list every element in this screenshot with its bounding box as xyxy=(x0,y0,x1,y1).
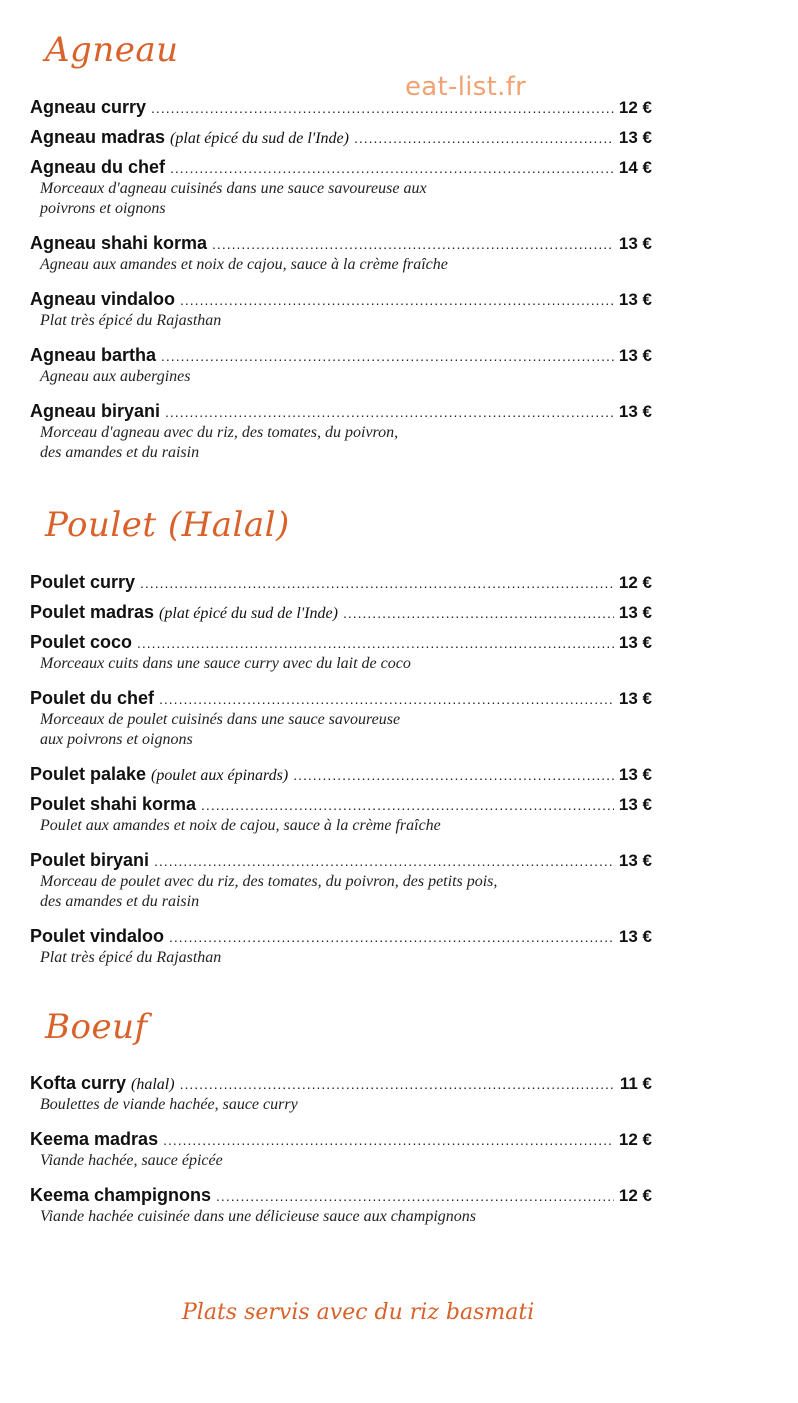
dish-name: Keema madras xyxy=(30,1129,159,1149)
menu-item-row xyxy=(30,1185,652,1209)
dish-name: Poulet biryani xyxy=(30,850,150,870)
dot-leader xyxy=(169,929,614,945)
menu-item xyxy=(30,632,652,674)
menu-item-row xyxy=(30,157,652,181)
dot-leader xyxy=(163,1132,614,1148)
section-boeuf xyxy=(30,1073,652,1241)
menu-item-row xyxy=(30,127,652,151)
dot-leader xyxy=(180,1076,615,1092)
dot-leader xyxy=(140,575,614,591)
menu-item xyxy=(30,97,652,121)
dish-description: Agneau aux amandes et noix de cajou, sauce à la crème fraîche xyxy=(40,256,448,273)
dot-leader xyxy=(159,691,614,707)
dish-qualifier: (poulet aux épinards) xyxy=(151,767,289,784)
section-agneau xyxy=(30,97,652,477)
dish-price: 13 € xyxy=(618,795,652,814)
dish-price: 13 € xyxy=(618,346,652,365)
menu-item xyxy=(30,926,652,968)
dot-leader xyxy=(293,767,614,783)
dish-price: 11 € xyxy=(619,1074,652,1093)
dish-price: 14 € xyxy=(618,158,652,177)
dish-description: Morceaux cuits dans une sauce curry avec du lait de coco xyxy=(40,655,411,672)
dish-price: 12 € xyxy=(618,1186,652,1205)
menu-item xyxy=(30,233,652,275)
menu-item xyxy=(30,157,652,219)
menu-item-row xyxy=(30,850,652,874)
menu-item-row xyxy=(30,926,652,950)
dish-name: Kofta curry xyxy=(30,1073,127,1093)
menu-item-row xyxy=(30,794,652,818)
menu-item-row xyxy=(30,688,652,712)
dot-leader xyxy=(165,404,614,420)
section-title-boeuf: Boeuf xyxy=(45,1007,148,1047)
dish-price: 12 € xyxy=(618,573,652,592)
menu-item xyxy=(30,345,652,387)
dish-name: Agneau du chef xyxy=(30,157,166,177)
dish-name: Keema champignons xyxy=(30,1185,212,1205)
dot-leader xyxy=(212,236,614,252)
menu-item xyxy=(30,572,652,596)
dish-price: 13 € xyxy=(618,633,652,652)
menu-item-row xyxy=(30,97,652,121)
dish-qualifier: (halal) xyxy=(131,1076,175,1093)
menu-item xyxy=(30,1129,652,1171)
dish-price: 13 € xyxy=(618,689,652,708)
footer-note: Plats servis avec du riz basmati xyxy=(182,1300,535,1325)
dish-name: Poulet shahi korma xyxy=(30,794,197,814)
dot-leader xyxy=(216,1188,614,1204)
dish-name: Agneau shahi korma xyxy=(30,233,208,253)
dish-description: Viande hachée cuisinée dans une délicieuse sauce aux champignons xyxy=(40,1208,477,1225)
dish-qualifier: (plat épicé du sud de l'Inde) xyxy=(159,605,338,622)
dish-price: 13 € xyxy=(618,290,652,309)
dish-description: Morceaux de poulet cuisinés dans une sauce savoureuse aux poivrons et oignons xyxy=(40,711,401,748)
dot-leader xyxy=(354,130,614,146)
menu-item xyxy=(30,602,652,626)
dot-leader xyxy=(343,605,614,621)
dot-leader xyxy=(161,348,614,364)
menu-item-row xyxy=(30,1129,652,1153)
dish-name: Poulet vindaloo xyxy=(30,926,165,946)
dish-name: Poulet coco xyxy=(30,632,133,652)
dish-name: Agneau biryani xyxy=(30,401,161,421)
dish-price: 13 € xyxy=(618,603,652,622)
dish-name: Poulet du chef xyxy=(30,688,155,708)
dish-price: 13 € xyxy=(618,851,652,870)
dot-leader xyxy=(151,100,614,116)
dot-leader xyxy=(170,160,614,176)
dish-name: Agneau curry xyxy=(30,97,147,117)
watermark: eat-list.fr xyxy=(405,72,527,102)
dish-name: Poulet curry xyxy=(30,572,136,592)
dot-leader xyxy=(154,853,614,869)
menu-item xyxy=(30,1073,652,1115)
menu-item-row xyxy=(30,602,652,626)
dot-leader xyxy=(201,797,614,813)
menu-item-row xyxy=(30,233,652,257)
dish-name: Agneau madras xyxy=(30,127,166,147)
menu-item xyxy=(30,127,652,151)
menu-item xyxy=(30,794,652,836)
menu-item-row xyxy=(30,572,652,596)
dish-description: Agneau aux aubergines xyxy=(40,368,191,385)
dish-name: Poulet madras xyxy=(30,602,155,622)
section-poulet xyxy=(30,572,652,982)
menu-item xyxy=(30,850,652,912)
dish-name: Agneau vindaloo xyxy=(30,289,176,309)
dish-price: 13 € xyxy=(618,765,652,784)
dish-price: 12 € xyxy=(618,98,652,117)
dish-qualifier: (plat épicé du sud de l'Inde) xyxy=(170,130,349,147)
dish-description: Poulet aux amandes et noix de cajou, sauce à la crème fraîche xyxy=(40,817,441,834)
dish-description: Viande hachée, sauce épicée xyxy=(40,1152,223,1169)
dot-leader xyxy=(137,635,614,651)
dish-name: Poulet palake xyxy=(30,764,147,784)
dish-description: Morceau d'agneau avec du riz, des tomates, du poivron, des amandes et du raisin xyxy=(40,424,399,461)
dish-description: Plat très épicé du Rajasthan xyxy=(40,949,222,966)
dish-name: Agneau bartha xyxy=(30,345,157,365)
dish-price: 12 € xyxy=(618,1130,652,1149)
section-title-agneau: Agneau xyxy=(45,30,179,70)
dish-description: Plat très épicé du Rajasthan xyxy=(40,312,222,329)
dish-price: 13 € xyxy=(618,402,652,421)
menu-item-row xyxy=(30,1073,652,1097)
menu-item xyxy=(30,1185,652,1227)
menu-item xyxy=(30,401,652,463)
dish-description: Morceaux d'agneau cuisinés dans une sauce savoureuse aux poivrons et oignons xyxy=(40,180,427,217)
menu-item-row xyxy=(30,401,652,425)
menu-item-row xyxy=(30,289,652,313)
menu-item xyxy=(30,764,652,788)
dot-leader xyxy=(180,292,614,308)
dish-price: 13 € xyxy=(618,128,652,147)
dish-price: 13 € xyxy=(618,234,652,253)
dish-description: Boulettes de viande hachée, sauce curry xyxy=(40,1096,298,1113)
menu-item-row xyxy=(30,764,652,788)
menu-item-row xyxy=(30,345,652,369)
menu-item xyxy=(30,289,652,331)
menu-item xyxy=(30,688,652,750)
section-title-poulet: Poulet (Halal) xyxy=(45,505,290,545)
dish-description: Morceau de poulet avec du riz, des tomates, du poivron, des petits pois, des amandes et du raisin xyxy=(40,873,498,910)
menu-item-row xyxy=(30,632,652,656)
dish-price: 13 € xyxy=(618,927,652,946)
